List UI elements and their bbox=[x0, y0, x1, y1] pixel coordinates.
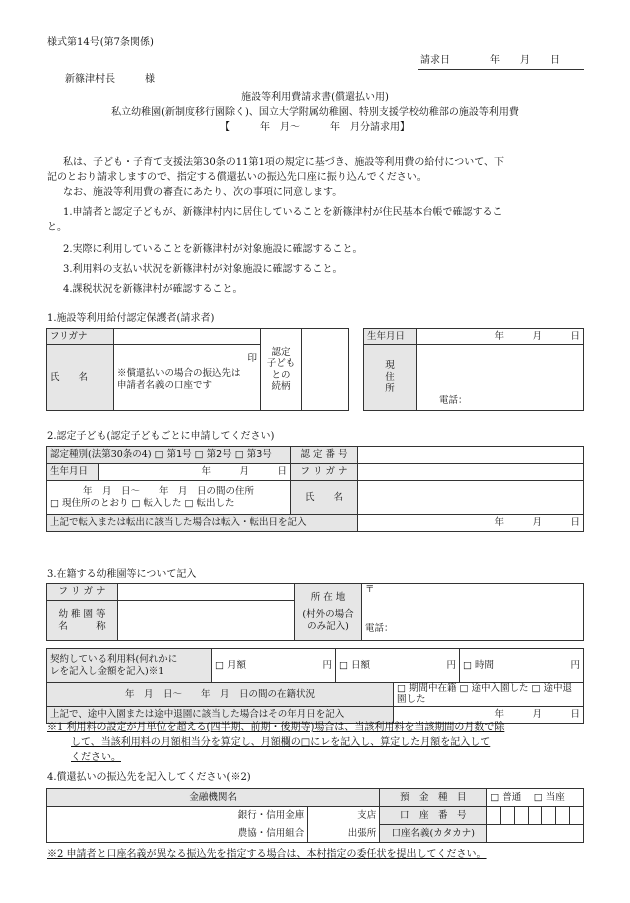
request-date: 請求日 年 月 日 bbox=[420, 55, 560, 66]
acct-digit-5[interactable] bbox=[542, 807, 556, 825]
bank-type[interactable]: 銀行・信用金庫 bbox=[47, 807, 308, 825]
furigana-field[interactable] bbox=[114, 329, 261, 345]
residence-options[interactable]: □ 現住所のとおり □ 転入した □ 転出した bbox=[50, 497, 235, 509]
account-holder-field[interactable] bbox=[487, 825, 584, 843]
acct-digit-7[interactable] bbox=[570, 807, 584, 825]
hourly-yen[interactable]: 円 bbox=[502, 649, 584, 683]
school-table bbox=[46, 583, 584, 641]
residence-period: 年 月 日～ 年 月 日の間の住所 bbox=[82, 486, 254, 498]
consent-1: 1.申請者と認定子どもが、新篠津村内に居住していることを新篠津村が住民基本台帳で確認するこ bbox=[63, 207, 503, 218]
note1-line2: して、当該利用料の月額相当分を算定し、月額欄の□にレを記入し、算定した月額を記入して bbox=[71, 737, 491, 748]
deposit-type-label: 預 金 種 目 bbox=[380, 789, 487, 807]
branch-type[interactable]: 支店 bbox=[308, 807, 380, 825]
child-furigana-label: フ リ ガ ナ bbox=[291, 464, 358, 481]
acct-digit-3[interactable] bbox=[514, 807, 528, 825]
acct-digit-2[interactable] bbox=[501, 807, 515, 825]
child-table bbox=[46, 446, 584, 532]
note1-line1: ※1 利用料の設定が月単位を超える(四半期、前期・後期等)場合は、当該利用料を当該期間の月数で除 bbox=[47, 722, 505, 733]
fee-table bbox=[46, 648, 584, 683]
enrollment-date-field[interactable]: 年 月 日 bbox=[394, 706, 584, 723]
move-date-label: 上記で転入または転出に該当した場合は転入・転出日を記入 bbox=[47, 515, 358, 532]
guardian-table bbox=[46, 328, 584, 411]
bank-name-label: 金融機関名 bbox=[47, 789, 380, 807]
cert-type-options[interactable]: □ 第1号 □ 第2号 □ 第3号 bbox=[154, 449, 272, 461]
request-date-underline bbox=[418, 69, 584, 70]
daily-yen[interactable]: 円 bbox=[378, 649, 460, 683]
child-furigana-field[interactable] bbox=[358, 464, 584, 481]
intro-line-1: 私は、子ども・子育て支援法第30条の11第1項の規定に基づき、施設等利用費の給付について、下 bbox=[63, 157, 505, 168]
postal-mark: 〒 bbox=[365, 584, 375, 595]
acct-digit-1[interactable] bbox=[487, 807, 501, 825]
office-type[interactable]: 出張所 bbox=[308, 825, 380, 843]
consent-3: 3.利用料の支払い状況を新篠津村が対象施設に確認すること。 bbox=[63, 264, 343, 275]
move-date-field[interactable]: 年 月 日 bbox=[358, 515, 584, 532]
residence-cell bbox=[47, 481, 291, 515]
account-holder-label: 口座名義(カタカナ) bbox=[380, 825, 487, 843]
school-furigana-label: フ リ ガ ナ bbox=[47, 584, 118, 601]
cert-type-label: 認定種別(法第30条の4) □ 第1号 □ 第2号 □ 第3号 bbox=[47, 447, 291, 464]
daily-option[interactable]: □ 日額 bbox=[336, 649, 379, 683]
child-birth-label: 生年月日 bbox=[47, 464, 99, 481]
intro-line-2: 記のとおり請求しますので、指定する償還払いの振込先口座に振り込んでください。 bbox=[47, 172, 427, 183]
acct-digit-6[interactable] bbox=[556, 807, 570, 825]
note2: ※2 申請者と口座名義が異なる振込先を指定する場合は、本村指定の委任状を提出してください。 bbox=[47, 849, 487, 860]
consent-4: 4.課税状況を新篠津村が確認すること。 bbox=[63, 284, 243, 295]
furigana-label: フリガナ bbox=[47, 329, 114, 345]
birth-label: 生年月日 bbox=[364, 329, 417, 345]
account-no-label: 口 座 番 号 bbox=[380, 807, 487, 825]
addressee: 新篠津村長 様 bbox=[65, 74, 155, 85]
consent-2: 2.実際に利用していることを新篠津村が対象施設に確認すること。 bbox=[63, 244, 363, 255]
school-name-label: 幼 稚 園 等 名 称 bbox=[47, 601, 118, 641]
title-main: 施設等利用費請求書(償還払い用) bbox=[241, 92, 389, 103]
section1-heading: 1.施設等利用給付認定保護者(請求者) bbox=[47, 313, 215, 324]
school-phone-label: 電話： bbox=[365, 623, 394, 635]
child-name-field[interactable] bbox=[358, 481, 584, 515]
account-note-1: ※償還払いの場合の振込先は bbox=[117, 368, 241, 380]
relation-field[interactable] bbox=[302, 329, 349, 411]
child-name-label: 氏 名 bbox=[291, 481, 358, 515]
section3-heading: 3.在籍する幼稚園等について記入 bbox=[47, 569, 197, 580]
cert-no-field[interactable] bbox=[358, 447, 584, 464]
monthly-option[interactable]: □ 月額 bbox=[212, 649, 255, 683]
name-label: 氏 名 bbox=[47, 345, 114, 411]
school-location-field[interactable] bbox=[362, 584, 584, 641]
title-period: 【 年 月～ 年 月分請求用】 bbox=[220, 122, 410, 133]
seal-mark: 印 bbox=[247, 353, 257, 364]
form-number: 様式第14号(第7条関係) bbox=[47, 37, 154, 48]
school-location-label: 所 在 地 (村外の場合 のみ記入) bbox=[295, 584, 362, 641]
deposit-type-options[interactable]: □ 普通 □ 当座 bbox=[487, 789, 584, 807]
consent-1-cont: と。 bbox=[47, 222, 67, 233]
fee-label: 契約している利用料(何れかに レを記入し金額を記入)※1 bbox=[47, 649, 212, 683]
address-field[interactable] bbox=[417, 345, 584, 411]
bank-table bbox=[46, 788, 584, 843]
monthly-yen[interactable]: 円 bbox=[254, 649, 336, 683]
acct-digit-4[interactable] bbox=[528, 807, 542, 825]
enrollment-date-label: 上記で、途中入園または途中退園に該当した場合はその年月日を記入 bbox=[47, 706, 394, 723]
cert-no-label: 認 定 番 号 bbox=[291, 447, 358, 464]
address-label: 現 住 所 bbox=[364, 345, 417, 411]
phone-label: 電話： bbox=[439, 394, 468, 406]
enrollment-table bbox=[46, 682, 584, 724]
account-note-2: 申請者名義の口座です bbox=[117, 379, 213, 391]
coop-type[interactable]: 農協・信用組合 bbox=[47, 825, 308, 843]
child-birth-field[interactable]: 年 月 日 bbox=[99, 464, 291, 481]
intro-line-3: なお、施設等利用費の審査にあたり、次の事項に同意します。 bbox=[63, 187, 343, 198]
enrollment-options[interactable]: □ 期間中在籍 □ 途中入園した □ 途中退園した bbox=[394, 683, 584, 707]
school-furigana-field[interactable] bbox=[118, 584, 295, 601]
note1-line3: ください。 bbox=[71, 752, 121, 763]
name-field[interactable] bbox=[114, 345, 261, 411]
birth-field[interactable]: 年 月 日 bbox=[417, 329, 584, 345]
relation-label: 認定 子ども との 続柄 bbox=[261, 329, 302, 411]
hourly-option[interactable]: □ 時間 bbox=[460, 649, 503, 683]
section2-heading: 2.認定子ども(認定子どもごとに申請してください) bbox=[47, 431, 275, 442]
section4-heading: 4.償還払いの振込先を記入してください(※2) bbox=[47, 772, 251, 783]
school-name-field[interactable] bbox=[118, 601, 295, 641]
title-sub: 私立幼稚園(新制度移行園除く)、国立大学附属幼稚園、特別支援学校幼稚部の施設等利用費 bbox=[111, 107, 519, 118]
enrollment-period: 年 月 日～ 年 月 日の間の在籍状況 bbox=[47, 683, 394, 707]
